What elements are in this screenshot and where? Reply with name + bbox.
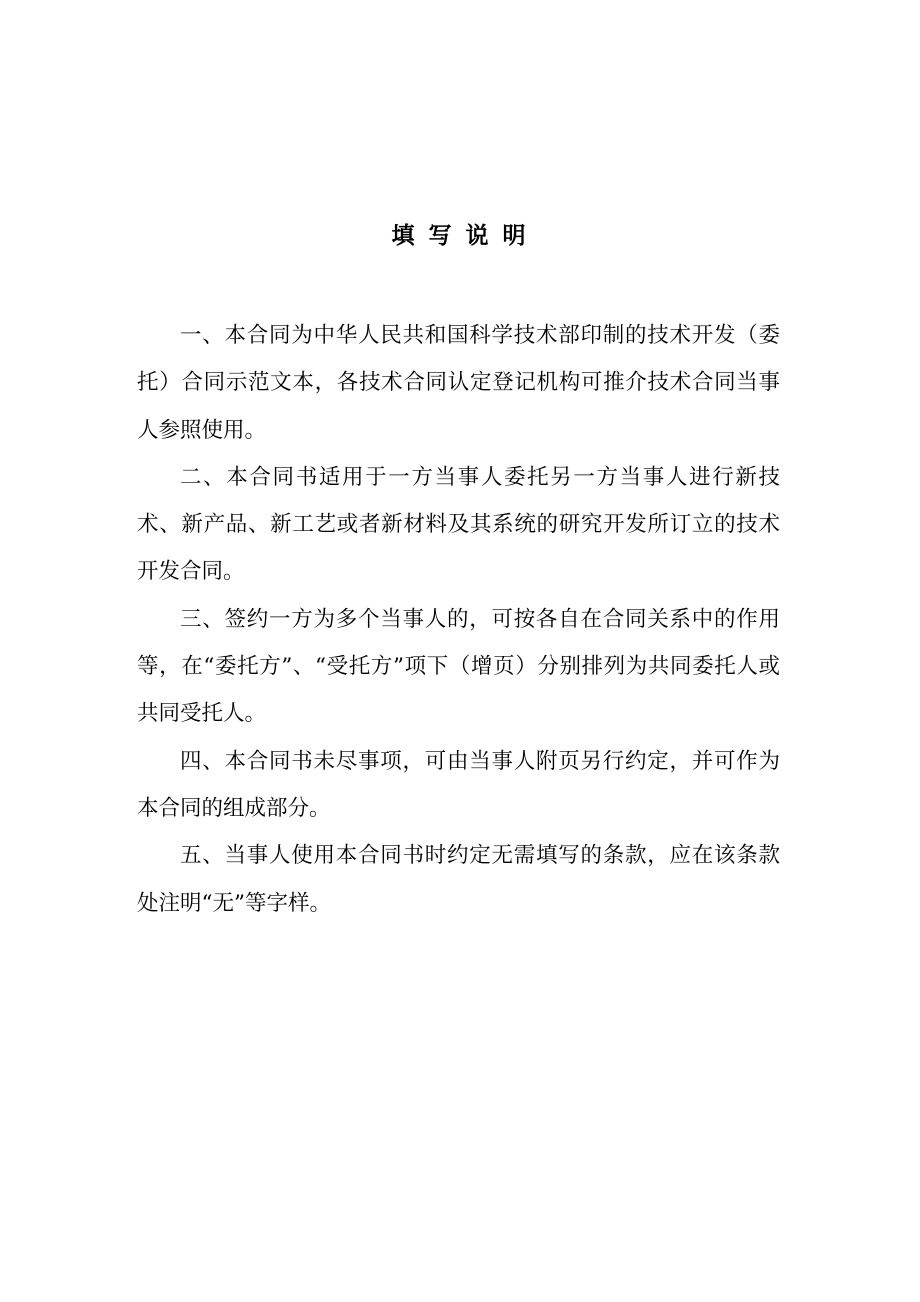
paragraph: 一、本合同为中华人民共和国科学技术部印制的技术开发（委托）合同示范文本，各技术合同认定登记机构可推介技术合同当事人参照使用。 — [137, 323, 780, 443]
paragraph: 四、本合同书未尽事项，可由当事人附页另行约定，并可作为本合同的组成部分。 — [137, 748, 780, 821]
document-body — [137, 312, 780, 927]
paragraph: 三、签约一方为多个当事人的，可按各自在合同关系中的作用等，在“委托方”、“受托方”项下（增页）分别排列为共同委托人或共同受托人。 — [137, 606, 780, 727]
paragraph: 二、本合同书适用于一方当事人委托另一方当事人进行新技术、新产品、新工艺或者新材料及其系统的研究开发所订立的技术开发合同。 — [137, 464, 780, 585]
page-title: 填 写 说 明 — [391, 222, 529, 249]
paragraph: 五、当事人使用本合同书时约定无需填写的条款，应在该条款处注明“无”等字样。 — [137, 843, 780, 916]
